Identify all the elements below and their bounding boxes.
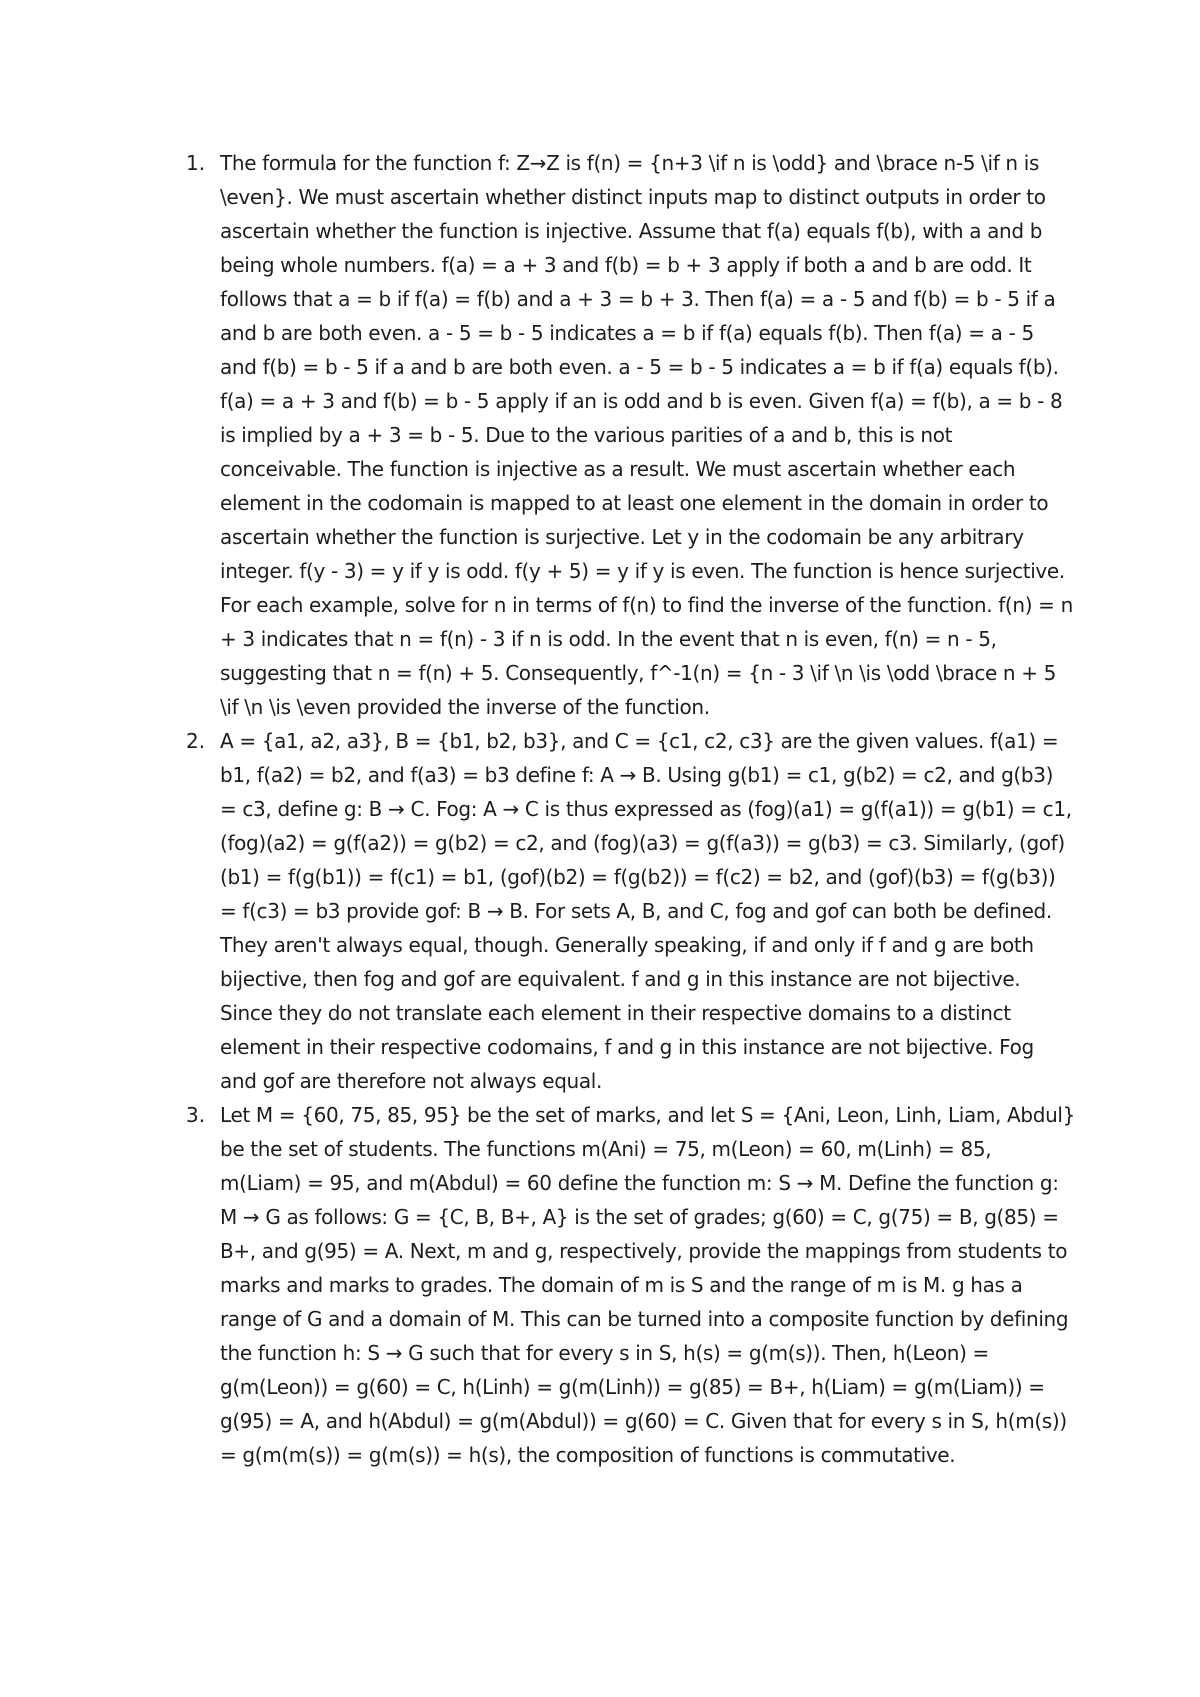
- answer-number: 3.: [186, 1103, 206, 1127]
- answer-number: 1.: [186, 151, 206, 175]
- answer-paragraph: A = {a1, a2, a3}, B = {b1, b2, b3}, and C = {c1, c2, c3} are the given values. f(a1) = b1, f(a2) = b2, and f(a3) = b3 define f: A → B. Using g(b1) = c1, g(b2) = c2, and g(b3) = c3, define g: B → C. Fog: A → C is thus expressed as (fog)(a1) = g(f(a1)) = g(b1) = c1, (fog)(a2) = g(f(a2)) = g(b2) = c2, and (fog)(a3) = g(f(a3)) = g(b3) = c3. Similarly, (gof)(b1) = f(g(b1)) = f(c1) = b1, (gof)(b2) = f(g(b2)) = f(c2) = b2, and (gof)(b3) = f(g(b3)) = f(c3) = b3 provide gof: B → B. For sets A, B, and C, fog and gof can both be defined. They aren't always equal, though. Generally speaking, if and only if f and g are both bijective, then fog and gof are equivalent. f and g in this instance are not bijective. Since they do not translate each element in their respective domains to a distinct element in their respective codomains, f and g in this instance are not bijective. Fog and gof are therefore not always equal.: [220, 729, 1072, 1093]
- answer-paragraph: The formula for the function f: Z→Z is f(n) = {n+3 \if n is \odd} and \brace n-5 \if n is \even}. We must ascertain whether distinct inputs map to distinct outputs in order to ascertain whether the function is injective. Assume that f(a) equals f(b), with a and b being whole numbers. f(a) = a + 3 and f(b) = b + 3 apply if both a and b are odd. It follows that a = b if f(a) = f(b) and a + 3 = b + 3. Then f(a) = a - 5 and f(b) = b - 5 if a and b are both even. a - 5 = b - 5 indicates a = b if f(a) equals f(b). Then f(a) = a - 5 and f(b) = b - 5 if a and b are both even. a - 5 = b - 5 indicates a = b if f(a) equals f(b). f(a) = a + 3 and f(b) = b - 5 apply if an is odd and b is even. Given f(a) = f(b), a = b - 8 is implied by a + 3 = b - 5. Due to the various parities of a and b, this is not conceivable. The function is injective as a result. We must ascertain whether each element in the codomain is mapped to at least one element in the domain in order to ascertain whether the function is surjective. Let y in the codomain be any arbitrary integer. f(y - 3) = y if y is odd. f(y + 5) = y if y is even. The function is hence surjective. For each example, solve for n in terms of f(n) to find the inverse of the function. f(n) = n + 3 indicates that n = f(n) - 3 if n is odd. In the event that n is even, f(n) = n - 5, suggesting that n = f(n) + 5. Consequently, f^-1(n) = {n - 3 \if \n \is \odd \brace n + 5 \if \n \is \even provided the inverse of the function.: [220, 151, 1073, 719]
- answer-list: [0, 146, 1200, 1472]
- answer-item-3: [0, 1098, 1200, 1472]
- answer-number: 2.: [186, 729, 206, 753]
- answer-item-1: [0, 146, 1200, 724]
- answer-item-2: [0, 724, 1200, 1098]
- answer-paragraph: Let M = {60, 75, 85, 95} be the set of marks, and let S = {Ani, Leon, Linh, Liam, Abdul} be the set of students. The functions m(Ani) = 75, m(Leon) = 60, m(Linh) = 85, m(Liam) = 95, and m(Abdul) = 60 define the function m: S → M. Define the function g: M → G as follows: G = {C, B, B+, A} is the set of grades; g(60) = C, g(75) = B, g(85) = B+, and g(95) = A. Next, m and g, respectively, provide the mappings from students to marks and marks to grades. The domain of m is S and the range of m is M. g has a range of G and a domain of M. This can be turned into a composite function by defining the function h: S → G such that for every s in S, h(s) = g(m(s)). Then, h(Leon) = g(m(Leon)) = g(60) = C, h(Linh) = g(m(Linh)) = g(85) = B+, h(Liam) = g(m(Liam)) = g(95) = A, and h(Abdul) = g(m(Abdul)) = g(60) = C. Given that for every s in S, h(m(s)) = g(m(m(s)) = g(m(s)) = h(s), the composition of functions is commutative.: [220, 1103, 1075, 1467]
